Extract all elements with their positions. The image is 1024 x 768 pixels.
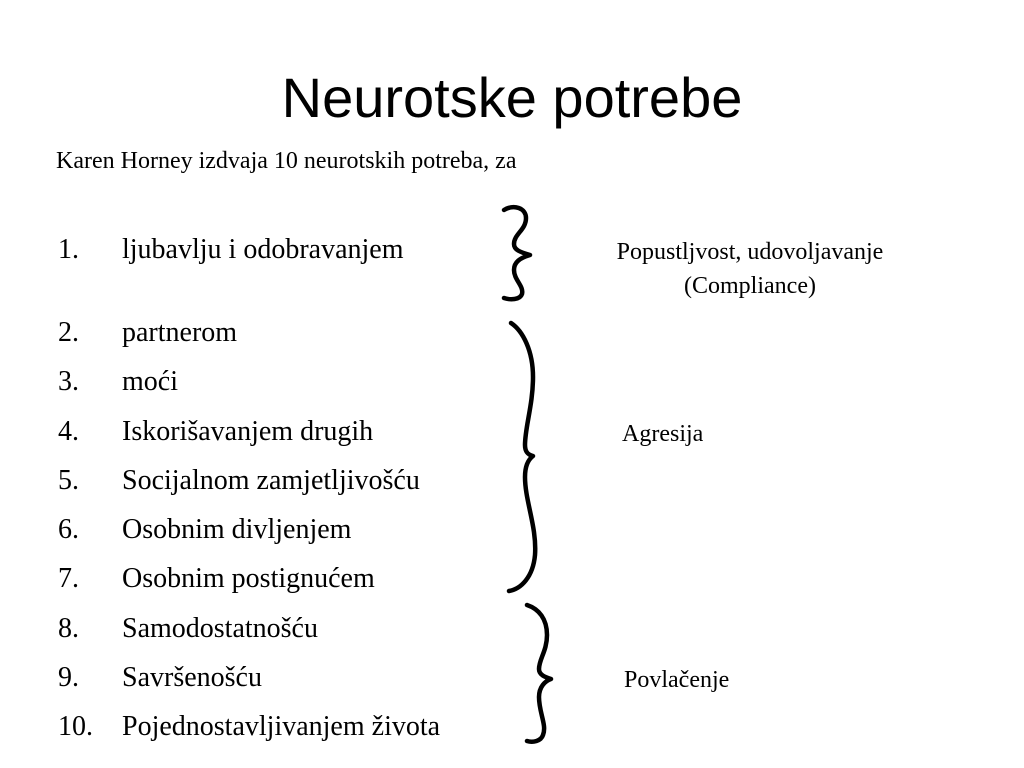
item-number: 2.	[58, 317, 79, 348]
item-text: moći	[122, 366, 178, 397]
item-number: 5.	[58, 465, 79, 496]
item-number: 1.	[58, 234, 79, 265]
item-number: 4.	[58, 416, 79, 447]
item-text: partnerom	[122, 317, 238, 348]
withdrawal-brace	[515, 595, 575, 755]
item-text: Iskorišavanjem drugih	[122, 416, 374, 447]
compliance-label-line1: Popustljvost, udovoljavanje	[616, 239, 884, 265]
aggression-label: Agresija	[622, 421, 704, 447]
item-text: Savršenošću	[122, 662, 262, 693]
item-number: 3.	[58, 366, 79, 397]
item-text: Samodostatnošću	[122, 613, 318, 644]
item-number: 7.	[58, 563, 79, 594]
item-text: Osobnim postignućem	[122, 563, 375, 594]
compliance-brace	[490, 200, 550, 310]
page-title: Neurotske potrebe	[281, 66, 743, 129]
item-text: Socijalnom zamjetljivošću	[122, 465, 420, 496]
item-number: 9.	[58, 662, 79, 693]
aggression-brace	[495, 315, 555, 600]
withdrawal-label: Povlačenje	[624, 667, 730, 693]
compliance-label	[580, 235, 920, 303]
compliance-label-line2: (Compliance)	[684, 273, 816, 299]
item-number: 10.	[58, 711, 93, 742]
item-text: Pojednostavljivanjem života	[122, 711, 441, 742]
item-text: Osobnim divljenjem	[122, 514, 352, 545]
slide-subtitle: Karen Horney izdvaja 10 neurotskih potreba, za	[56, 148, 517, 174]
item-text: ljubavlju i odobravanjem	[122, 234, 404, 265]
item-number: 6.	[58, 514, 79, 545]
item-number: 8.	[58, 613, 79, 644]
